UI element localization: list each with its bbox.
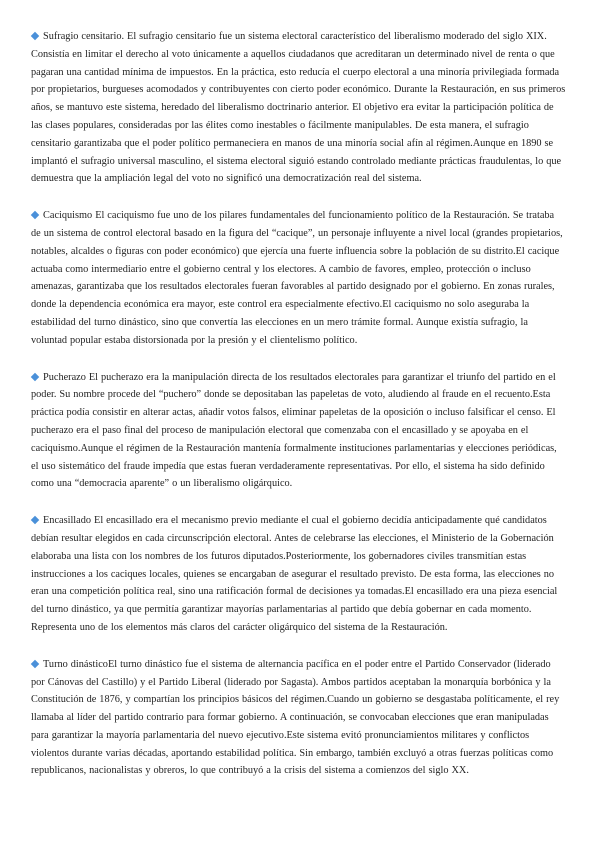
entry-term: Turno dinástico bbox=[43, 658, 108, 670]
entry-text: El caciquismo fue uno de los pilares fundamentales del funcionamiento político de la Restauración. Se trataba de un sistema de control electoral basado en la figura del “cacique”, un personaje influyente a nivel local (grandes propietarios, notables, alcaldes o figuras con poder económico) que ejercía una fuerte influencia sobre la población de su distrito.El cacique actuaba como intermediario entre el gobierno central y los electores. A cambio de favores, empleo, protección o incluso amenazas, garantizaba que los resultados electorales fueran favorables al partido designado por el gobierno. En zonas rurales, donde la dependencia económica era mayor, este control era especialmente efectivo.El caciquismo no solo aseguraba la estabilidad del turno dinástico, sino que convertía las elecciones en un mero trámite formal. Aunque existía sufragio, la voluntad popular estaba distorsionada por la presión y el clientelismo político. bbox=[31, 210, 563, 346]
entry-text: El turno dinástico fue el sistema de alternancia pacífica en el poder entre el Partido Conservador (liderado por Cánovas del Castillo) y el Partido Liberal (liderado por Sagasta). Ambos partidos aceptaban la monarquía borbónica y la Constitución de 1876, y compartían los principios básicos del régimen.Cuando un gobierno se desgastaba políticamente, el rey llamaba al líder del partido contrario para formar gobierno. A continuación, se convocaban elecciones que eran manipuladas para garantizar la mayoría parlamentaria del nuevo ejecutivo.Este sistema evitó pronunciamientos militares y conflictos violentos durante varias décadas, aportando estabilidad política. Sin embargo, también excluyó a otras fuerzas políticas como republicanos, nacionalistas y obreros, lo que contribuyó a la crisis del sistema a comienzos del siglo XX. bbox=[31, 658, 560, 777]
diamond-bullet-icon bbox=[31, 660, 39, 668]
diamond-bullet-icon bbox=[31, 32, 39, 40]
diamond-bullet-icon bbox=[31, 372, 39, 380]
entry-text: El encasillado era el mecanismo previo mediante el cual el gobierno decidía anticipadamente qué candidatos debían resultar elegidos en cada circunscripción electoral. Antes de celebrarse las elecciones, el Ministerio de la Gobernación elaboraba una lista con los nombres de los futuros diputados.Posteriormente, los gobernadores civiles transmitían estas instrucciones a los caciques locales, quienes se encargaban de asegurar el resultado previsto. De esta forma, las elecciones no eran una competición política real, sino una ratificación formal de decisiones ya tomadas.El encasillado era una pieza esencial del turno dinástico, ya que permitía garantizar mayorías parlamentarias al partido que debía gobernar en cada momento. Representa uno de los elementos más claros del carácter oligárquico del sistema de la Restauración. bbox=[31, 515, 558, 633]
entry-caciquismo bbox=[31, 207, 566, 349]
entry-turno-dinastico bbox=[31, 656, 566, 781]
entry-text: El pucherazo era la manipulación directa de los resultados electorales para garantizar el triunfo del partido en el poder. Su nombre procede del “puchero” donde se depositaban las papeletas de voto, aludiendo al fraude en el recuento.Esta práctica podía consistir en alterar actas, añadir votos falsos, eliminar papeletas de la oposición o incluso falsificar el censo. El pucherazo era el paso final del proceso de manipulación electoral que comenzaba con el encasillado y se apoyaba en el caciquismo.Aunque el régimen de la Restauración mantenía formalmente instituciones parlamentarias y elecciones periódicas, el uso sistemático del fraude impedía que estas fueran verdaderamente representativas. Por ello, el sistema ha sido definido como una “democracia aparente” o un liberalismo oligárquico. bbox=[31, 371, 557, 490]
entry-encasillado bbox=[31, 512, 566, 637]
entry-term: Pucherazo bbox=[43, 371, 86, 383]
entry-pucherazo bbox=[31, 369, 566, 494]
entry-term: Sufragio censitario. bbox=[43, 31, 125, 42]
entry-text: El sufragio censitario fue un sistema electoral característico del liberalismo moderado del siglo XIX. Consistía en limitar el derecho al voto únicamente a aquellos ciudadanos que acreditaran un determinado nivel de renta o que pagaran una cantidad mínima de impuestos. En la práctica, esto reducía el cuerpo electoral a una minoría privilegiada formada por propietarios, burgueses acomodados y contribuyentes con cierto poder económico. Durante la Restauración, en sus primeros años, se mantuvo este sistema, heredado del liberalismo doctrinario anterior. El objetivo era evitar la participación política de las clases populares, consideradas por las élites como inestables o fácilmente manipulables. De esta manera, el sufragio censitario garantizaba que el poder político permaneciera en manos de una minoría social afín al régimen.Aunque en 1890 se implantó el sufragio universal masculino, el sistema electoral siguió estando controlado mediante prácticas fraudulentas, lo que demuestra que la ampliación legal del voto no significó una democratización real del sistema. bbox=[31, 31, 566, 185]
entry-term: Encasillado bbox=[43, 515, 92, 527]
diamond-bullet-icon bbox=[31, 516, 39, 524]
diamond-bullet-icon bbox=[31, 211, 39, 219]
entry-term: Caciquismo bbox=[43, 210, 93, 222]
entry-sufragio-censitario bbox=[31, 28, 566, 188]
